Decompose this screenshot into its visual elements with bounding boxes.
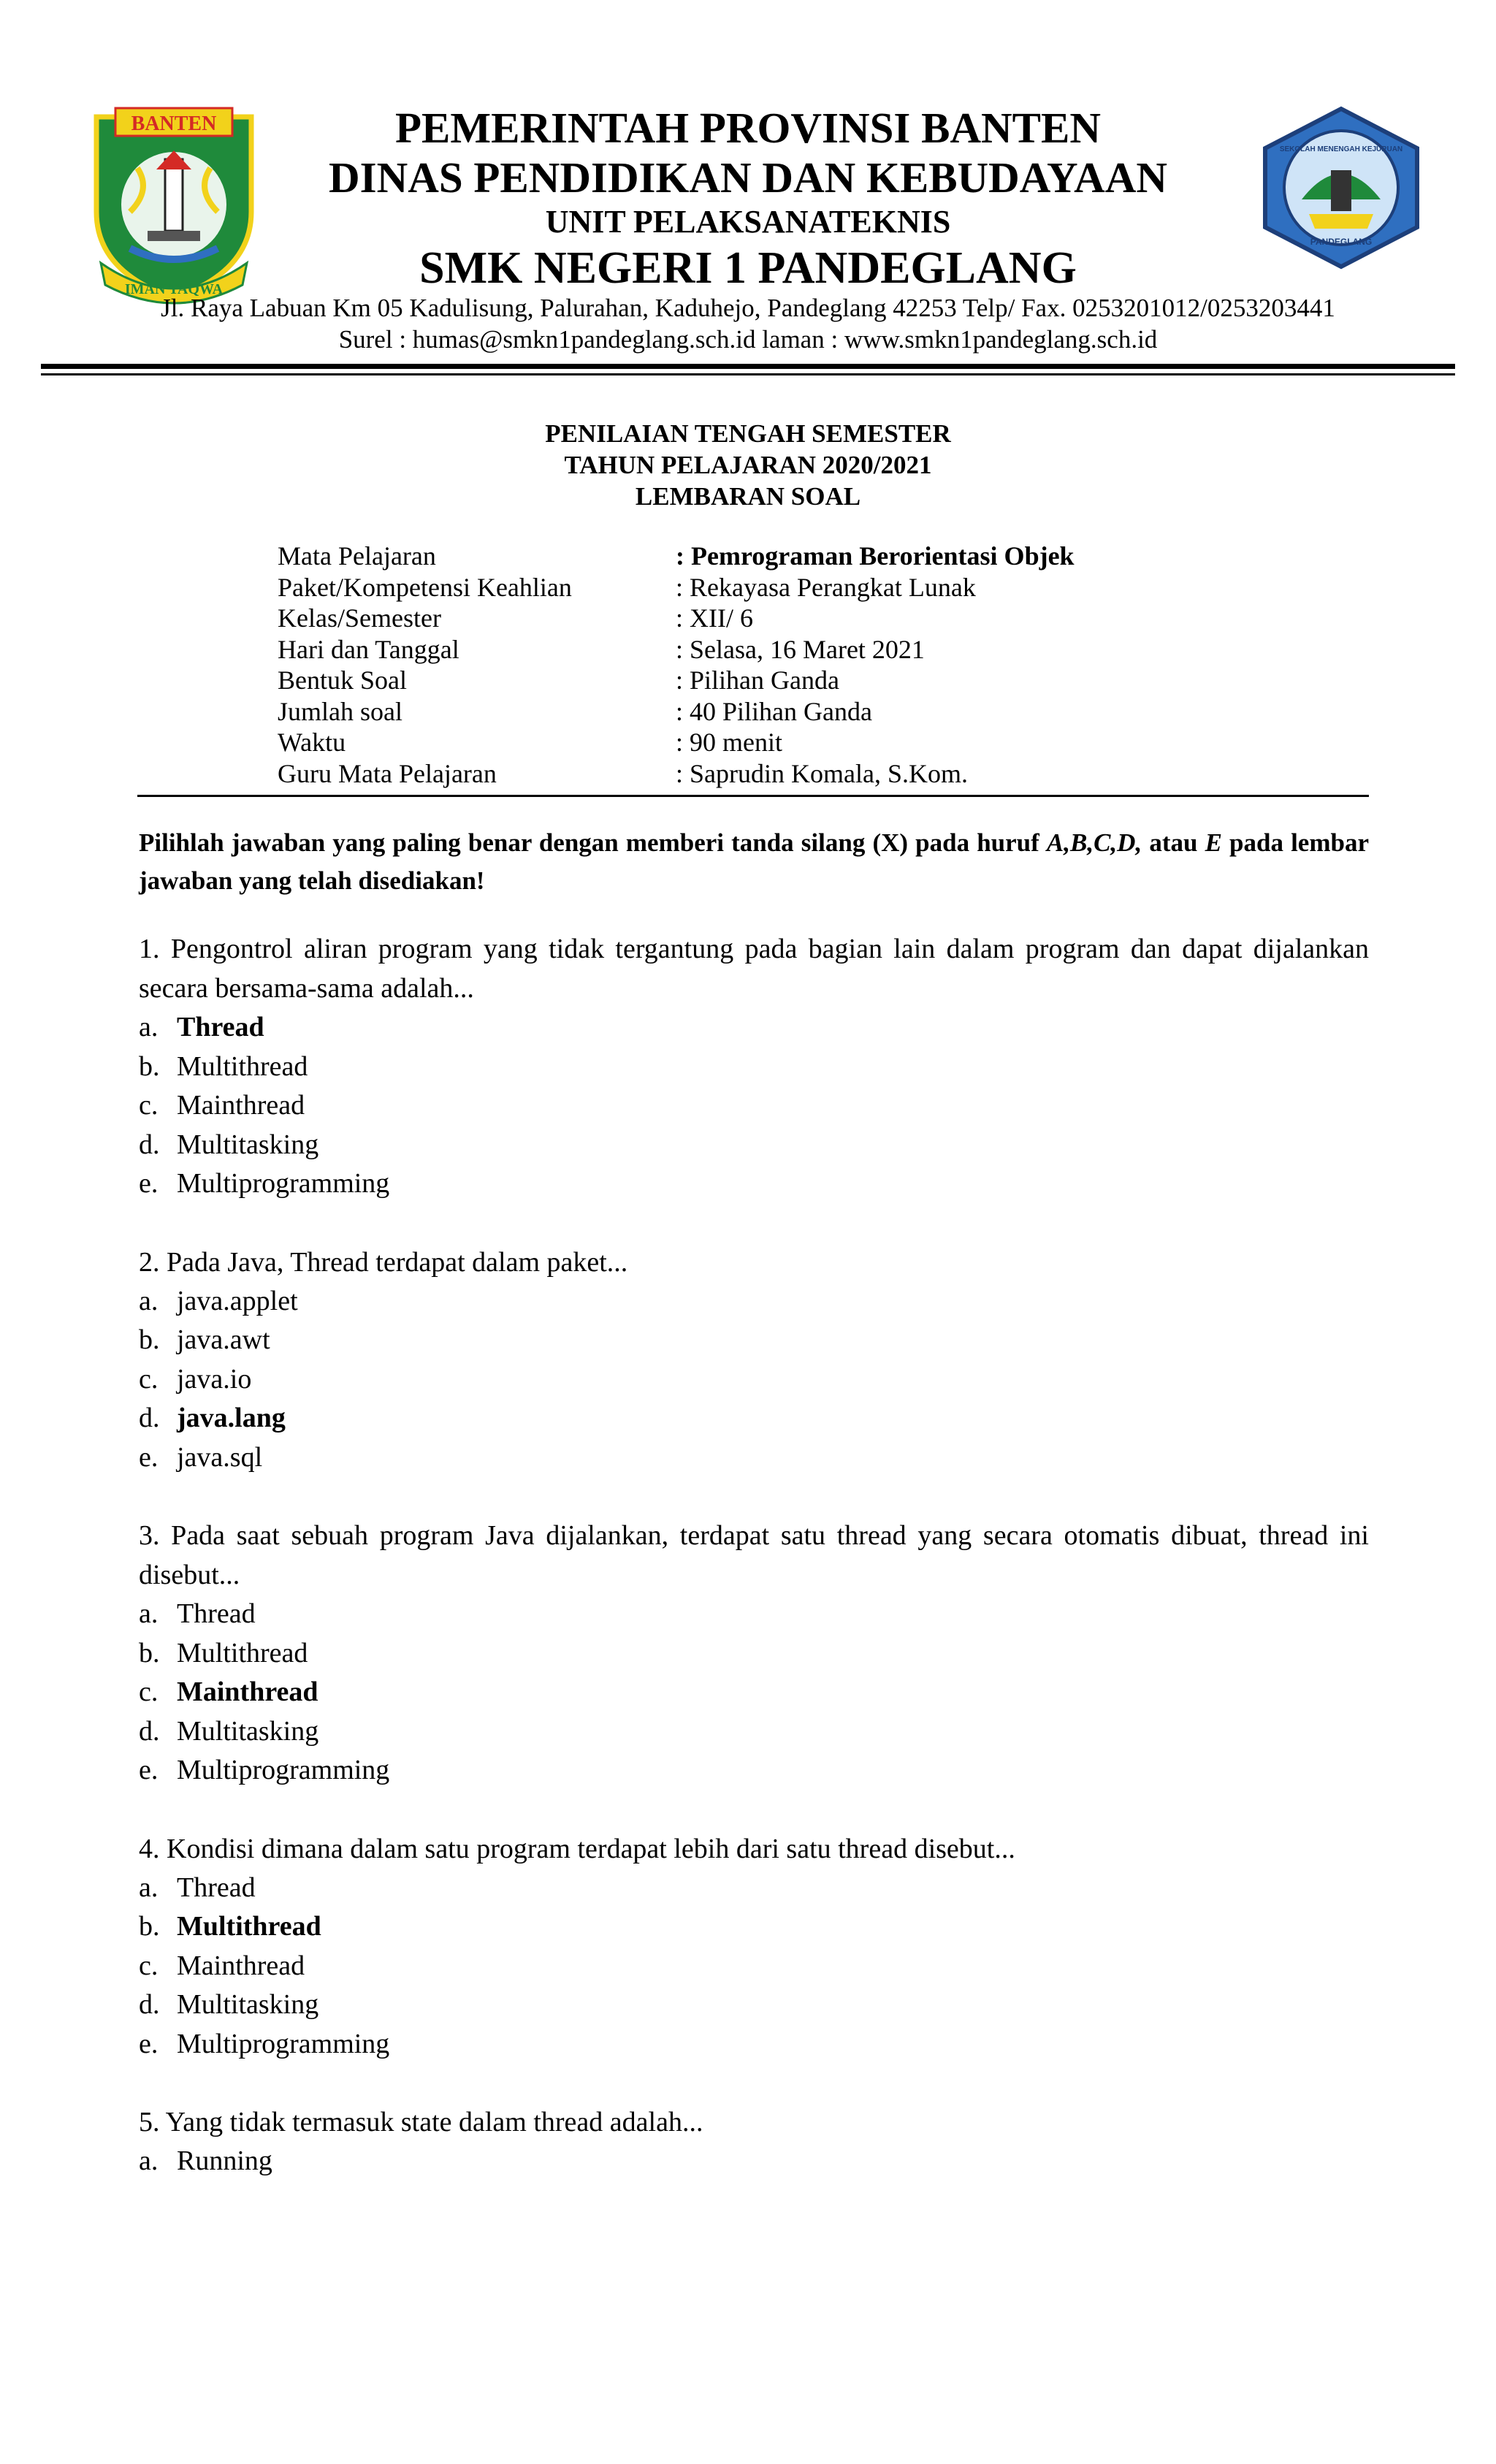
option-text: Multiprogramming [177, 1755, 390, 1785]
logo-left-top-text: BANTEN [131, 112, 217, 135]
option [139, 1673, 1369, 1712]
info-value: : Pilihan Ganda [676, 665, 839, 695]
info-value: : 40 Pilihan Ganda [676, 696, 872, 726]
option-letter: e. [139, 2028, 159, 2059]
option [139, 1986, 1369, 2025]
option-letter: b. [139, 1050, 160, 1082]
option [139, 1438, 1369, 1478]
info-value: : Rekayasa Perangkat Lunak [676, 572, 976, 602]
option-text: java.lang [177, 1403, 286, 1433]
option [139, 1086, 1369, 1126]
question-stem: 5. Yang tidak termasuk state dalam thread adalah... [139, 2107, 703, 2137]
option-letter: a. [139, 1872, 159, 1903]
instructions-part3: pada lembar jawaban yang telah disediakan! [139, 828, 1369, 895]
option-letter: c. [139, 1363, 159, 1395]
exam-sheet-title: LEMBARAN SOAL [635, 482, 861, 511]
instructions-letter-e: E [1205, 828, 1222, 857]
option-letter: a. [139, 1012, 159, 1042]
option-letter: b. [139, 1324, 160, 1355]
instructions [139, 824, 1369, 900]
info-label: Guru Mata Pelajaran [278, 758, 497, 788]
letterhead-department: DINAS PENDIDIKAN DAN KEBUDAYAAN [329, 153, 1167, 202]
info-row [278, 727, 1373, 758]
option-letter: c. [139, 1090, 159, 1121]
option [139, 1751, 1369, 1790]
info-label: Jumlah soal [278, 696, 402, 726]
info-row [278, 758, 1373, 790]
exam-info-table [278, 541, 1373, 789]
option [139, 1164, 1369, 1204]
exam-title: PENILAIAN TENGAH SEMESTER [545, 419, 951, 448]
option [139, 1048, 1369, 1087]
option-text: Thread [177, 1598, 256, 1629]
letterhead-address: Jl. Raya Labuan Km 05 Kadulisung, Palurahan, Kaduhejo, Pandeglang 42253 Telp/ Fax. 0253201012/0253203441 [161, 294, 1335, 322]
option [139, 1712, 1369, 1752]
info-row [278, 696, 1373, 728]
info-label: Mata Pelajaran [278, 541, 436, 571]
instructions-part1: Pilihlah jawaban yang paling benar dengan memberi tanda silang (X) pada huruf [139, 828, 1047, 857]
letterhead-divider-thin [41, 373, 1455, 375]
option-text: Multithread [177, 1637, 308, 1668]
option-text: Mainthread [177, 1677, 318, 1707]
option-text: Multithread [177, 1050, 308, 1082]
info-value: : Pemrograman Berorientasi Objek [676, 541, 1075, 571]
option [139, 1282, 1369, 1321]
option-letter: e. [139, 1755, 159, 1785]
info-row [278, 541, 1373, 572]
option-text: Mainthread [177, 1950, 305, 1981]
info-label: Bentuk Soal [278, 665, 407, 695]
info-value: : Saprudin Komala, S.Kom. [676, 758, 968, 788]
info-label: Waktu [278, 728, 346, 757]
question-stem: 4. Kondisi dimana dalam satu program terdapat lebih dari satu thread disebut... [139, 1833, 1015, 1864]
option-letter: a. [139, 1285, 159, 1316]
option [139, 1126, 1369, 1165]
letterhead-school: SMK NEGERI 1 PANDEGLANG [419, 243, 1077, 293]
option [139, 1595, 1369, 1634]
option-letter: d. [139, 1989, 160, 2020]
option [139, 1869, 1369, 1908]
info-value: : Selasa, 16 Maret 2021 [676, 634, 925, 664]
option-letter: b. [139, 1637, 160, 1668]
letterhead-divider-thick [41, 364, 1455, 369]
option-text: Running [177, 2145, 272, 2176]
option [139, 1947, 1369, 1986]
option-letter: d. [139, 1403, 160, 1433]
question-4 [139, 1829, 1369, 2064]
question-stem: 1. Pengontrol aliran program yang tidak tergantung pada bagian lain dalam program dan dapat dijalankan secara bersama-sama adalah... [139, 934, 1369, 1004]
question-2 [139, 1243, 1369, 1478]
info-label: Paket/Kompetensi Keahlian [278, 572, 572, 602]
option-letter: e. [139, 1441, 159, 1473]
option-text: Multitasking [177, 1129, 319, 1160]
option-text: java.sql [177, 1441, 263, 1473]
question-stem: 3. Pada saat sebuah program Java dijalankan, terdapat satu thread yang secara otomatis dibuat, thread ini disebut... [139, 1520, 1369, 1590]
option-text: Thread [177, 1872, 256, 1903]
question-stem: 2. Pada Java, Thread terdapat dalam paket... [139, 1246, 628, 1278]
option [139, 2142, 1369, 2181]
option-text: Multiprogramming [177, 1168, 390, 1199]
option-letter: a. [139, 2145, 159, 2176]
info-label: Kelas/Semester [278, 603, 441, 633]
info-value: : 90 menit [676, 728, 782, 757]
letterhead-province: PEMERINTAH PROVINSI BANTEN [395, 104, 1101, 152]
option-text: Multiprogramming [177, 2028, 390, 2059]
info-row [278, 572, 1373, 603]
info-row [278, 665, 1373, 696]
instructions-part2: atau [1142, 828, 1205, 857]
info-row [278, 603, 1373, 634]
option-text: Thread [177, 1012, 264, 1042]
instructions-letters: A,B,C,D, [1046, 828, 1142, 857]
option-text: Multithread [177, 1911, 321, 1942]
option [139, 1634, 1369, 1674]
info-divider [137, 795, 1369, 797]
option-letter: c. [139, 1950, 159, 1981]
option-text: Multitasking [177, 1715, 319, 1747]
option-letter: b. [139, 1911, 160, 1942]
option-letter: c. [139, 1677, 159, 1707]
logo-right-bottom-text: PANDEGLANG [1310, 237, 1373, 247]
question-list [139, 929, 1369, 2220]
option-letter: e. [139, 1168, 159, 1199]
option-text: Multitasking [177, 1989, 319, 2020]
exam-year: TAHUN PELAJARAN 2020/2021 [564, 451, 932, 479]
option-letter: d. [139, 1715, 160, 1747]
question-5 [139, 2102, 1369, 2181]
option [139, 1907, 1369, 1947]
info-row [278, 634, 1373, 665]
option-letter: d. [139, 1129, 160, 1160]
option-text: java.applet [177, 1285, 298, 1316]
logo-left-bottom-text: IMAN TAQWA [124, 281, 224, 297]
option [139, 1008, 1369, 1048]
question-1 [139, 929, 1369, 1204]
option [139, 2025, 1369, 2064]
letterhead-unit: UNIT PELAKSANATEKNIS [545, 204, 951, 240]
option-text: Mainthread [177, 1090, 305, 1121]
info-value: : XII/ 6 [676, 603, 753, 633]
logo-right-top-text: SEKOLAH MENENGAH KEJURUAN [1279, 145, 1403, 153]
option [139, 1360, 1369, 1400]
option-text: java.io [177, 1363, 252, 1395]
option-letter: a. [139, 1598, 159, 1629]
letterhead-contact: Surel : humas@smkn1pandeglang.sch.id laman : www.smkn1pandeglang.sch.id [338, 325, 1158, 354]
option-text: java.awt [177, 1324, 270, 1355]
question-3 [139, 1516, 1369, 1790]
option [139, 1321, 1369, 1360]
info-label: Hari dan Tanggal [278, 634, 459, 664]
option [139, 1399, 1369, 1438]
